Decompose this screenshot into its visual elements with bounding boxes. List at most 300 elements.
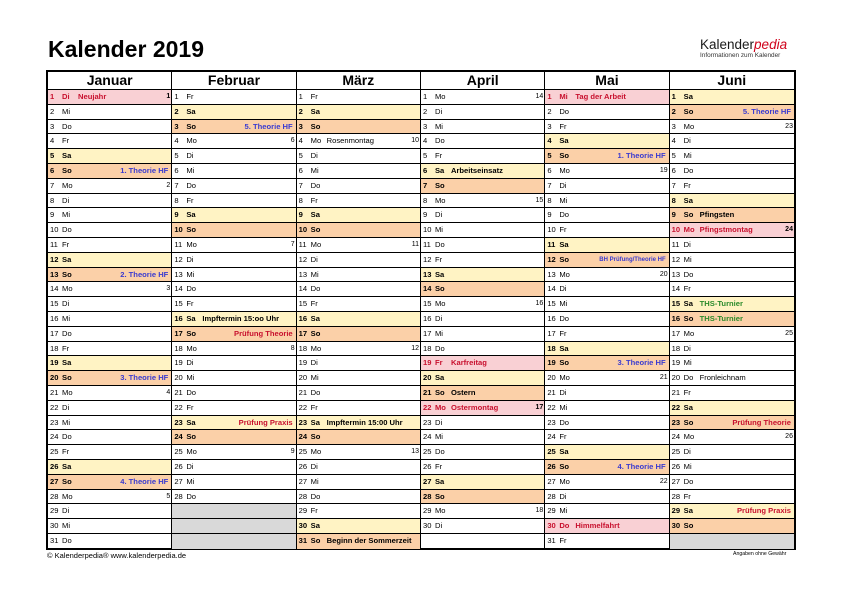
weekday: Do [559, 106, 570, 116]
day-row [297, 386, 420, 401]
weekday: Mo [559, 476, 570, 486]
day-row [48, 534, 171, 549]
day-row [545, 356, 668, 371]
day-number: 16 [547, 313, 556, 323]
day-number: 11 [174, 239, 183, 249]
weekday: Di [186, 461, 194, 471]
day-row [545, 194, 668, 209]
weekday: Mi [310, 269, 319, 279]
day-row [172, 416, 295, 431]
day-row [48, 194, 171, 209]
weekday: Mo [434, 402, 446, 412]
weekday: Di [186, 254, 194, 264]
week-number: 17 [535, 403, 544, 411]
weekday: So [559, 461, 570, 471]
weekday: Di [559, 387, 567, 397]
event-label: 1. Theorie HF [120, 165, 169, 175]
day-row [421, 430, 544, 445]
weekday: Do [683, 476, 694, 486]
day-row [545, 208, 668, 223]
week-number: 19 [659, 166, 668, 174]
day-row [48, 342, 171, 357]
day-row [545, 430, 668, 445]
event-label: Neujahr [78, 92, 107, 101]
day-number: 18 [50, 343, 59, 353]
day-row [48, 149, 171, 164]
day-number: 10 [50, 225, 59, 235]
day-row [421, 90, 544, 105]
day-number: 20 [174, 373, 183, 383]
weekday: Do [310, 387, 321, 397]
week-number: 9 [290, 448, 295, 456]
weekday: Mo [683, 121, 695, 131]
day-number: 17 [547, 328, 556, 338]
day-row [297, 238, 420, 253]
day-row [670, 282, 794, 297]
day-number: 24 [547, 432, 556, 442]
day-row [297, 164, 420, 179]
day-row [670, 238, 794, 253]
weekday: Sa [186, 417, 196, 427]
day-number: 2 [50, 106, 55, 116]
day-row [297, 490, 420, 505]
week-number: 18 [535, 507, 544, 515]
weekday: So [186, 225, 197, 235]
weekday: Di [310, 151, 318, 161]
day-row [172, 490, 295, 505]
day-number: 6 [671, 165, 676, 175]
day-row [421, 105, 544, 120]
day-number: 9 [298, 210, 303, 220]
brand-name: Kalenderpedia [700, 37, 788, 52]
day-row [545, 475, 668, 490]
day-row [172, 430, 295, 445]
week-number: 21 [659, 374, 668, 382]
week-number: 1 [166, 93, 171, 100]
weekday: Di [434, 417, 443, 427]
day-row [48, 282, 171, 297]
day-number: 18 [298, 343, 308, 353]
weekday: Do [186, 387, 197, 397]
weekday: Sa [62, 254, 72, 264]
weekday: Sa [683, 299, 693, 309]
day-number: 11 [422, 239, 431, 249]
day-row [48, 460, 171, 475]
weekday: Fr [434, 461, 443, 471]
weekday: Mo [683, 432, 695, 442]
day-row [297, 223, 420, 238]
weekday: Di [62, 402, 70, 412]
day-row [297, 430, 420, 445]
day-row [48, 386, 171, 401]
day-number: 10 [547, 225, 556, 235]
week-number: 5 [166, 492, 171, 500]
event-label: THS-Turnier [699, 299, 743, 309]
event-label: 2. Theorie HF [120, 269, 169, 279]
weekday: Fr [310, 402, 318, 412]
weekday: Fr [186, 299, 194, 309]
day-number: 17 [671, 328, 681, 338]
day-number: 1 [50, 92, 55, 101]
event-label: Ostern [450, 387, 476, 397]
day-row [48, 519, 171, 534]
day-row [670, 208, 794, 223]
day-number: 23 [298, 417, 308, 427]
weekday: So [62, 373, 72, 383]
day-number: 14 [547, 284, 556, 294]
day-row [421, 401, 544, 416]
week-number: 7 [290, 240, 295, 248]
day-row [670, 356, 794, 371]
day-number: 20 [298, 373, 308, 383]
day-row [172, 401, 295, 416]
weekday: Sa [62, 151, 72, 161]
day-number: 14 [298, 284, 308, 294]
day-number: 28 [422, 491, 432, 501]
weekday: Mo [62, 491, 73, 501]
weekday: Mo [310, 447, 322, 457]
day-row [545, 460, 668, 475]
weekday: Fr [683, 387, 691, 397]
weekday: So [186, 121, 197, 131]
day-number: 1 [547, 92, 552, 101]
day-row [172, 268, 295, 283]
event-label: 3. Theorie HF [120, 373, 169, 383]
weekday: So [186, 328, 197, 338]
day-row [48, 416, 171, 431]
weekday: Mo [310, 239, 322, 249]
week-number: 6 [290, 137, 295, 145]
day-row [297, 282, 420, 297]
weekday: Mi [683, 254, 692, 264]
week-number: 11 [411, 240, 419, 248]
day-number: 16 [298, 313, 308, 323]
month-column [545, 72, 669, 548]
weekday: So [310, 225, 321, 235]
weekday: Sa [559, 239, 569, 249]
day-number: 12 [547, 254, 556, 264]
day-number: 9 [50, 210, 55, 220]
week-number: 14 [535, 93, 544, 100]
weekday: Mo [186, 447, 197, 457]
day-number: 18 [422, 343, 432, 353]
day-row [48, 268, 171, 283]
day-row [421, 371, 544, 386]
day-number: 21 [671, 387, 681, 397]
day-row [48, 401, 171, 416]
weekday: Do [559, 521, 570, 531]
weekday: Mo [434, 195, 446, 205]
weekday: Fr [683, 180, 691, 190]
weekday: Fr [310, 195, 318, 205]
weekday: Fr [62, 343, 70, 353]
day-row [172, 164, 295, 179]
day-number: 7 [50, 180, 55, 190]
day-number: 25 [422, 447, 432, 457]
brand-tagline: Informationen zum Kalender [700, 52, 781, 59]
day-number: 9 [422, 210, 428, 220]
day-row [172, 90, 295, 105]
week-number: 20 [659, 270, 668, 278]
page-title: Kalender 2019 [48, 36, 204, 62]
weekday: Do [559, 417, 570, 427]
day-row [670, 460, 794, 475]
day-number: 3 [547, 121, 552, 131]
day-number: 5 [422, 151, 428, 161]
weekday: Mo [559, 269, 570, 279]
day-row [421, 490, 544, 505]
event-label: 5. Theorie HF [742, 106, 791, 116]
weekday: So [683, 106, 694, 116]
day-row [545, 327, 668, 342]
day-number: 9 [174, 210, 179, 220]
day-number: 5 [671, 151, 676, 161]
day-row [421, 253, 544, 268]
day-row [172, 149, 295, 164]
weekday: Do [62, 535, 72, 545]
week-number: 25 [785, 329, 793, 337]
day-number: 26 [422, 461, 432, 471]
weekday: Mi [186, 373, 195, 383]
month-header: Februar [172, 72, 295, 90]
weekday: So [310, 432, 321, 442]
event-label: 4. Theorie HF [617, 461, 666, 471]
day-row [670, 445, 794, 460]
calendar-grid [46, 70, 796, 550]
weekday: Sa [559, 136, 569, 146]
day-row [421, 149, 544, 164]
weekday: Mi [186, 269, 195, 279]
day-number: 28 [50, 491, 59, 501]
day-row [421, 208, 544, 223]
day-row [297, 253, 420, 268]
day-number: 6 [547, 165, 552, 175]
day-number: 22 [298, 402, 308, 412]
day-number: 31 [298, 535, 308, 545]
day-row [670, 253, 794, 268]
day-row [297, 534, 420, 549]
day-row [297, 416, 420, 431]
day-number: 22 [174, 402, 183, 412]
weekday: Fr [434, 254, 443, 264]
day-row [545, 445, 668, 460]
event-label: Impftermin 15:oo Uhr [202, 313, 280, 323]
weekday: Di [683, 239, 691, 249]
day-row [172, 282, 295, 297]
event-label: 4. Theorie HF [120, 476, 169, 486]
day-row [48, 371, 171, 386]
day-row [545, 179, 668, 194]
weekday: So [434, 387, 445, 397]
day-number: 27 [174, 476, 183, 486]
week-number: 2 [166, 181, 171, 189]
day-row [172, 519, 295, 534]
day-number: 16 [174, 313, 183, 323]
day-row [297, 460, 420, 475]
day-number: 4 [422, 136, 428, 146]
day-number: 6 [50, 165, 55, 175]
day-row [172, 386, 295, 401]
day-number: 30 [422, 521, 432, 531]
day-number: 31 [50, 535, 59, 545]
day-number: 7 [422, 180, 428, 190]
day-number: 1 [422, 92, 428, 101]
weekday: Fr [62, 447, 70, 457]
day-row [421, 120, 544, 135]
day-row [297, 297, 420, 312]
weekday: So [683, 313, 694, 323]
day-number: 27 [671, 476, 681, 486]
weekday: Di [559, 491, 567, 501]
weekday: So [434, 284, 445, 294]
day-number: 15 [298, 299, 308, 309]
day-number: 6 [174, 165, 179, 175]
day-number: 26 [174, 461, 183, 471]
event-label: Himmelfahrt [575, 521, 620, 531]
day-row [48, 90, 171, 105]
day-number: 14 [174, 284, 183, 294]
day-number: 13 [422, 269, 432, 279]
weekday: Sa [310, 417, 320, 427]
day-number: 21 [174, 387, 183, 397]
week-number: 13 [411, 448, 419, 456]
day-row [670, 475, 794, 490]
day-number: 29 [547, 506, 556, 516]
day-row [297, 371, 420, 386]
week-number: 22 [659, 477, 668, 485]
day-number: 30 [298, 521, 308, 531]
weekday: Di [310, 358, 318, 368]
day-number: 17 [422, 328, 432, 338]
day-number: 31 [547, 535, 556, 545]
weekday: Mi [559, 299, 568, 309]
weekday: Sa [310, 106, 320, 116]
day-number: 1 [671, 92, 676, 101]
weekday: So [186, 432, 197, 442]
weekday: Sa [186, 106, 196, 116]
day-number: 15 [174, 299, 183, 309]
day-number: 5 [298, 151, 303, 161]
weekday: Do [559, 210, 570, 220]
weekday: Di [434, 521, 443, 531]
event-label: Tag der Arbeit [575, 92, 626, 101]
brand-logo [700, 38, 796, 60]
day-row [172, 238, 295, 253]
day-row [670, 297, 794, 312]
week-number: 8 [290, 344, 295, 352]
weekday: So [559, 358, 570, 368]
day-number: 26 [547, 461, 556, 471]
day-number: 15 [50, 299, 59, 309]
day-number: 7 [671, 180, 676, 190]
day-number: 8 [298, 195, 303, 205]
day-number: 12 [671, 254, 681, 264]
day-row [545, 134, 668, 149]
day-number: 5 [547, 151, 552, 161]
event-label: Fronleichnam [699, 373, 746, 383]
day-row [48, 208, 171, 223]
event-label: Pfingstmontag [699, 225, 753, 235]
day-row [48, 445, 171, 460]
day-row [48, 238, 171, 253]
weekday: Di [62, 92, 70, 101]
day-number: 7 [298, 180, 303, 190]
day-row [172, 297, 295, 312]
weekday: Fr [559, 328, 567, 338]
weekday: Mi [62, 521, 71, 531]
day-number: 15 [547, 299, 556, 309]
week-number: 3 [166, 285, 171, 293]
day-number: 5 [50, 151, 55, 161]
event-label: Beginn der Sommerzeit [326, 535, 412, 545]
day-number: 29 [50, 506, 59, 516]
day-row [545, 386, 668, 401]
day-row [421, 238, 544, 253]
day-number: 21 [422, 387, 432, 397]
day-row [670, 134, 794, 149]
day-row [670, 164, 794, 179]
day-number: 16 [422, 313, 432, 323]
event-label: Karfreitag [450, 358, 487, 368]
day-row [172, 253, 295, 268]
day-number: 30 [50, 521, 59, 531]
event-label: Prüfung Theorie [732, 417, 791, 427]
day-number: 30 [671, 521, 681, 531]
day-row [421, 327, 544, 342]
weekday: Fr [683, 284, 691, 294]
day-row [172, 327, 295, 342]
weekday: Mi [683, 358, 692, 368]
day-number: 2 [671, 106, 676, 116]
weekday: So [310, 535, 321, 545]
day-number: 11 [547, 239, 556, 249]
day-row [48, 297, 171, 312]
day-number: 19 [174, 358, 183, 368]
day-number: 20 [50, 373, 59, 383]
day-row [172, 312, 295, 327]
day-number: 22 [422, 402, 432, 412]
day-number: 13 [298, 269, 308, 279]
day-row [48, 430, 171, 445]
day-number: 25 [547, 447, 556, 457]
weekday: Sa [62, 461, 72, 471]
month-column [670, 72, 794, 548]
month-header: April [421, 72, 544, 90]
weekday: Fr [559, 121, 567, 131]
day-row [670, 342, 794, 357]
day-number: 23 [671, 417, 681, 427]
weekday: Mi [310, 476, 319, 486]
day-number: 16 [50, 313, 59, 323]
day-number: 18 [174, 343, 183, 353]
event-label: Ostermontag [450, 402, 499, 412]
day-row [421, 534, 544, 549]
day-row [670, 430, 794, 445]
weekday: Di [62, 195, 70, 205]
day-row [670, 416, 794, 431]
weekday: Mi [559, 402, 568, 412]
day-row [670, 490, 794, 505]
weekday: Mi [434, 225, 443, 235]
weekday: Di [186, 358, 194, 368]
month-column [48, 72, 172, 548]
weekday: Mi [434, 328, 443, 338]
day-row [48, 164, 171, 179]
day-row [297, 179, 420, 194]
day-number: 29 [298, 506, 308, 516]
day-row [421, 223, 544, 238]
day-row [545, 238, 668, 253]
